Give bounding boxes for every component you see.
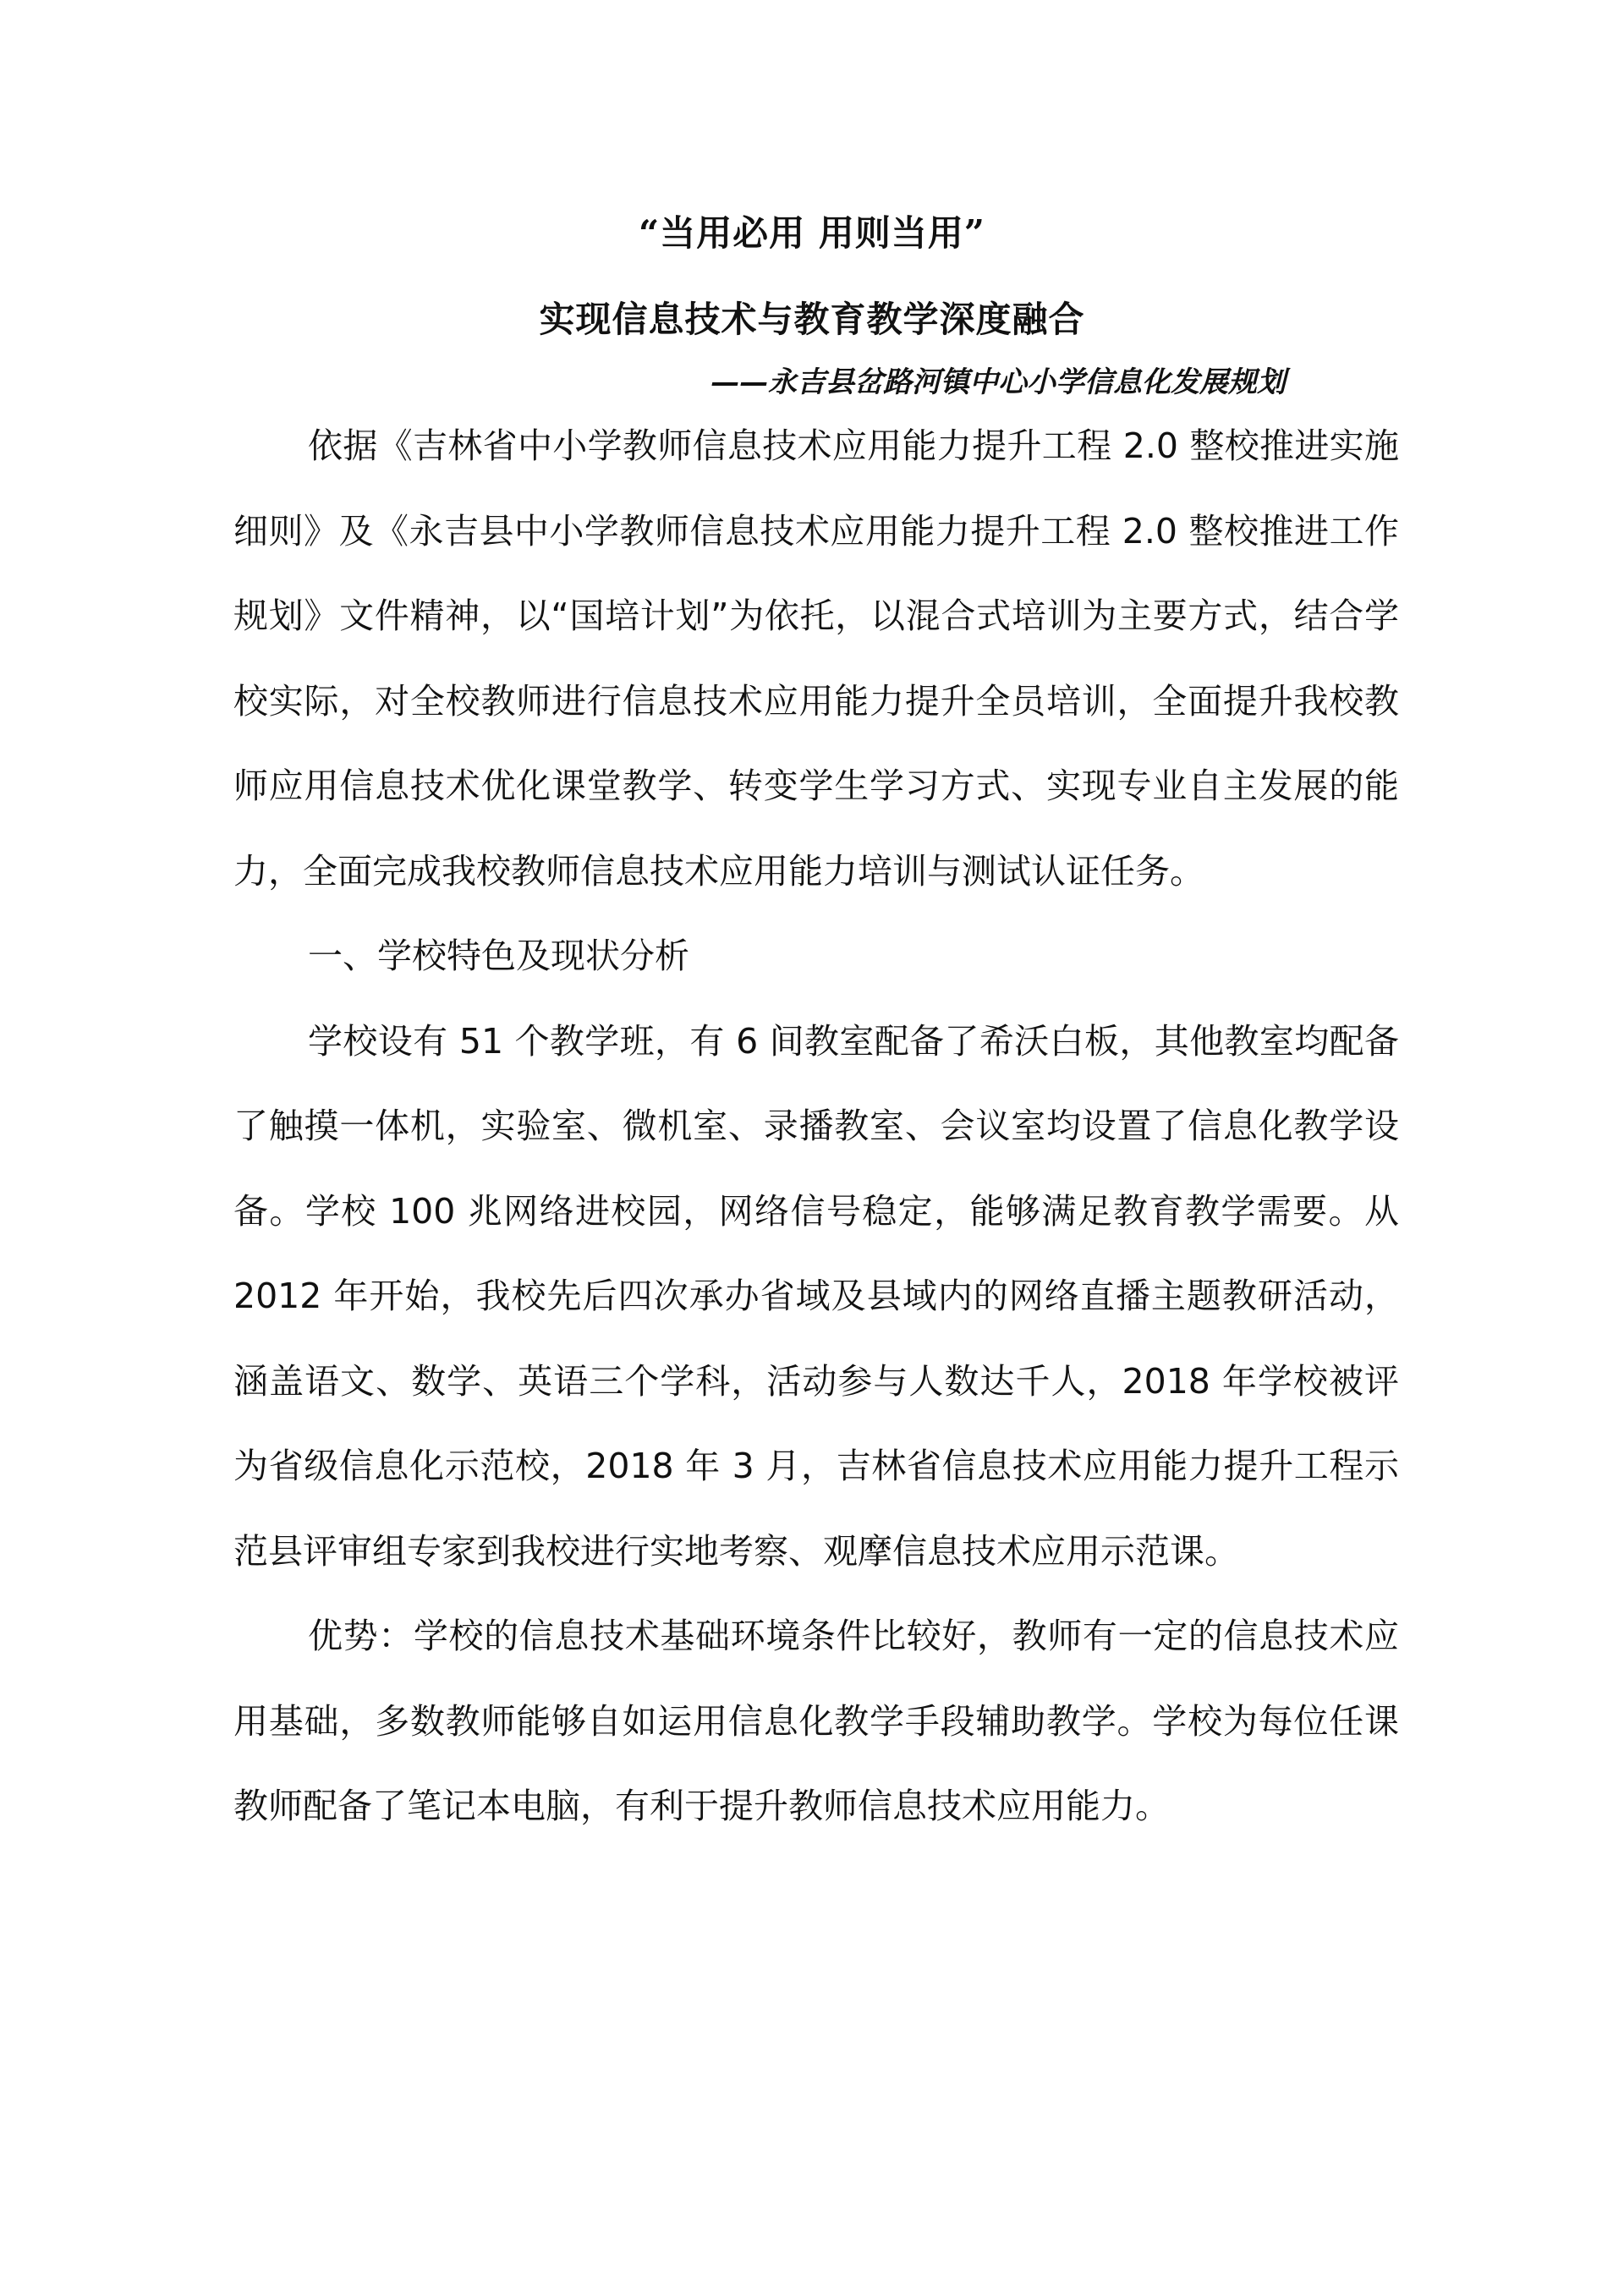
paragraph-status: 学校设有 51 个教学班，有 6 间教室配备了希沃白板，其他教室均配备了触摸一体机，实验室、微机室、录播教室、会议室均设置了信息化教学设备。学校 100 兆网络进校园，网络信号稳定，能够满足教育教学需要。从 2012 年开始，我校先后四次承办省域及县域内的网络直播主题教研活动，涵盖语文、数学、英语三个学科，活动参与人数达千人，2018 年学校被评为省级信息化示范校，2018 年 3 月，吉林省信息技术应用能力提升工程示范县评审组专家到我校进行实地考察、观摩信息技术应用示范课。: [233, 1020, 1399, 1572]
paragraph-intro: 依据《吉林省中小学教师信息技术应用能力提升工程 2.0 整校推进实施细则》及《永吉县中小学教师信息技术应用能力提升工程 2.0 整校推进工作规划》文件精神，以“国培计划”为依托，以混合式培训为主要方式，结合学校实际，对全校教师进行信息技术应用能力提升全员培训，全面提升我校教师应用信息技术优化课堂教学、转变学生学习方式、实现专业自主发展的能力，全面完成我校教师信息技术应用能力培训与测试认证任务。: [233, 425, 1399, 892]
title-line-2: 实现信息技术与教育教学深度融合: [539, 299, 1085, 340]
paragraph-advantages: 优势：学校的信息技术基础环境条件比较好，教师有一定的信息技术应用基础，多数教师能够自如运用信息化教学手段辅助教学。学校为每位任课教师配备了笔记本电脑，有利于提升教师信息技术应用能力。: [233, 1616, 1399, 1826]
subtitle: ——永吉县岔路河镇中心小学信息化发展规划: [710, 365, 1286, 399]
section-heading: 一、学校特色及现状分析: [308, 936, 689, 976]
title-line-1: “当用必用 用则当用”: [639, 212, 985, 254]
document-body: [233, 403, 1399, 1849]
